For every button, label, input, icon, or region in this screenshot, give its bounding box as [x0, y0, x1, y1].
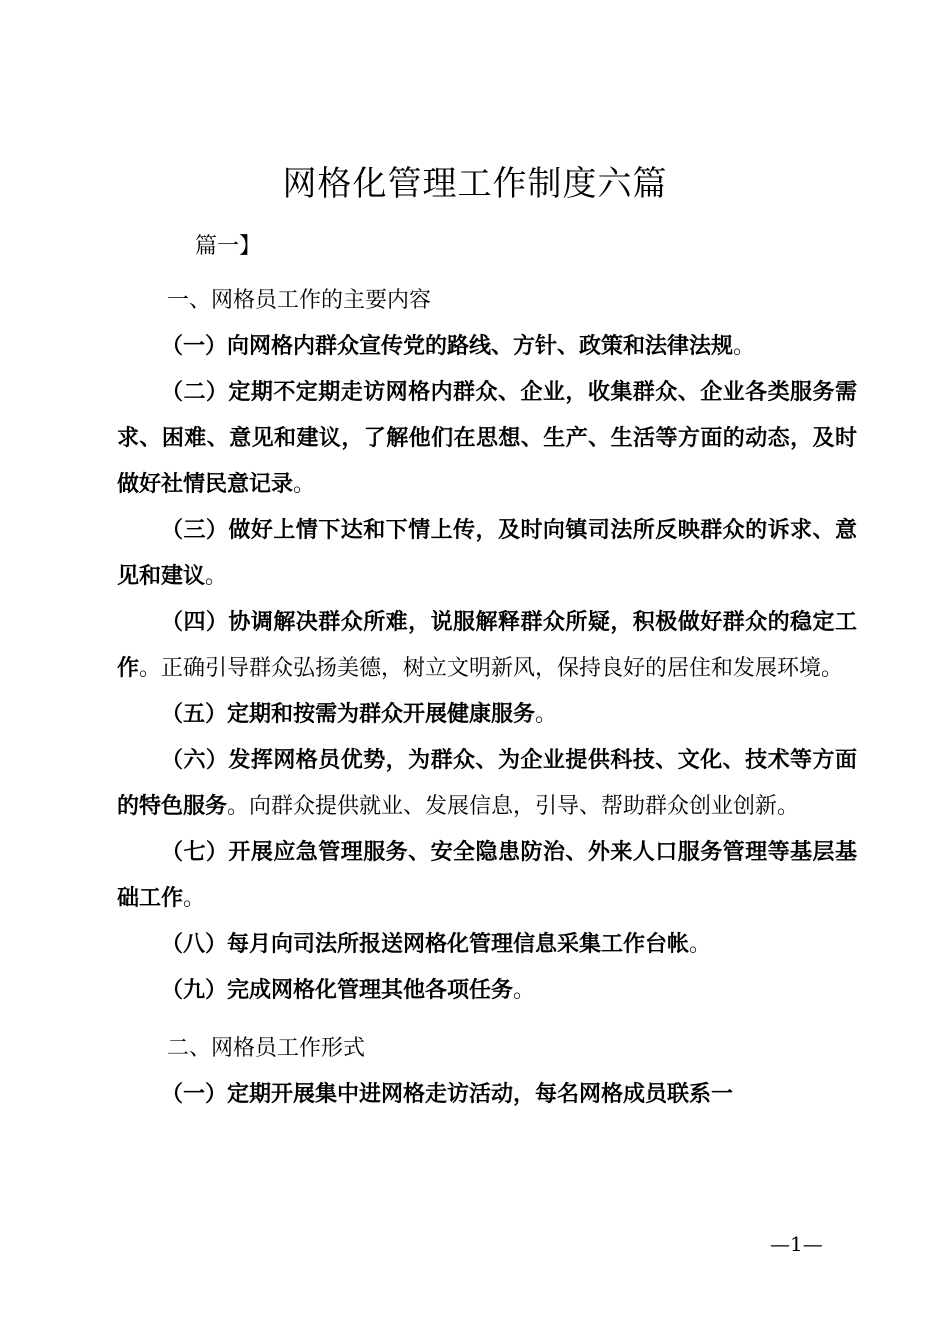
list-item-text: 。正确引导群众弘扬美德，树立文明新风，保持良好的居住和发展环境。: [139, 656, 844, 681]
list-item-text: 。: [689, 932, 712, 957]
list-item-bold: （三）做好上情下达和下情上传，及时向镇司法所反映群众的诉求、意见和建议: [117, 518, 857, 589]
list-item: [117, 968, 857, 1014]
list-item-bold: （四）协调解决群众所难，说服解释群众所疑，积极做好群众的稳定工作: [117, 610, 857, 681]
list-item-bold: （七）开展应急管理服务、安全隐患防治、外来人口服务管理等基层基础工作: [117, 840, 857, 911]
list-item-text: 。: [513, 978, 536, 1003]
document-body: [117, 224, 857, 1118]
list-item-bold: （一）定期开展集中进网格走访活动，每名网格成员联系一: [161, 1082, 734, 1107]
list-item-text: 。: [183, 886, 206, 911]
list-item: [117, 600, 857, 692]
list-item: [117, 370, 857, 508]
list-item: [117, 324, 857, 370]
list-item-text: 。: [293, 472, 316, 497]
document-title: 网格化管理工作制度六篇: [282, 164, 668, 204]
list-item-bold: （一）向网格内群众宣传党的路线、方针、政策和法律法规: [161, 334, 734, 359]
piece-label: [117, 224, 857, 270]
list-item-text: 。: [205, 564, 228, 589]
section-heading: [117, 1026, 857, 1072]
list-item: [117, 738, 857, 830]
list-item: [117, 508, 857, 600]
list-item-bold: （五）定期和按需为群众开展健康服务: [161, 702, 536, 727]
list-item-bold: （八）每月向司法所报送网格化管理信息采集工作台帐: [161, 932, 690, 957]
list-item: [117, 692, 857, 738]
list-item: [117, 1072, 857, 1118]
list-item-text: 。: [733, 334, 756, 359]
list-item-text: 。: [535, 702, 558, 727]
list-item-text: 。向群众提供就业、发展信息，引导、帮助群众创业创新。: [227, 794, 800, 819]
page-number: —1—: [770, 1232, 823, 1256]
piece-label-text: 篇一】: [195, 234, 262, 259]
list-item: [117, 922, 857, 968]
list-item-bold: （二）定期不定期走访网格内群众、企业，收集群众、企业各类服务需求、困难、意见和建议，了解他们在思想、生产、生活等方面的动态，及时做好社情民意记录: [117, 380, 857, 497]
list-item-bold: （六）发挥网格员优势，为群众、为企业提供科技、文化、技术等方面的特色服务: [117, 748, 857, 819]
section-heading: [117, 278, 857, 324]
list-item: [117, 830, 857, 922]
section-heading-text: 二、网格员工作形式: [167, 1036, 366, 1061]
section-heading-text: 一、网格员工作的主要内容: [167, 288, 432, 313]
list-item-bold: （九）完成网格化管理其他各项任务: [161, 978, 514, 1003]
